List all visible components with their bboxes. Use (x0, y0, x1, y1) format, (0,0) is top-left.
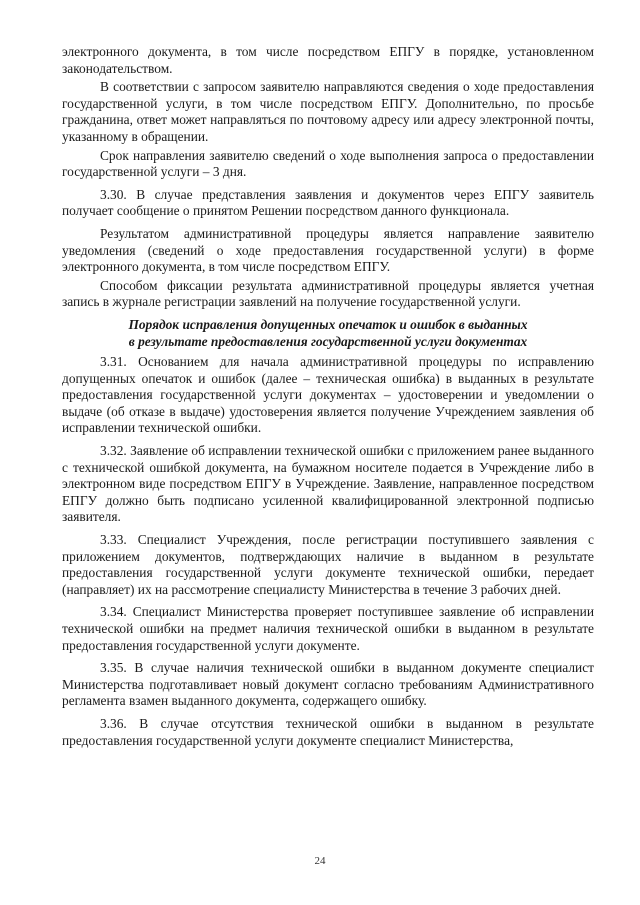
section-heading (62, 317, 594, 350)
paragraph: 3.33. Специалист Учреждения, после регистрации поступившего заявления с приложением документов, подтверждающих наличие в выданном в результате предоставления государственной услуги документе технической ошибки, передает (направляет) их на рассмотрение специалисту Министерства в течение 3 рабочих дней. (62, 532, 594, 597)
paragraph: Срок направления заявителю сведений о ходе выполнения запроса о предоставлении государственной услуги – 3 дня. (62, 147, 594, 180)
paragraph: 3.32. Заявление об исправлении технической ошибки с приложением ранее выданного с технической ошибкой документа, на бумажном носителе подается в Учреждение либо в электронном виде посредством ЕПГУ в Учреждение. Заявление, направленное посредством ЕПГУ должно быть подписано усиленной квалифицированной электронной подписью заявителя. (62, 443, 594, 525)
paragraph: 3.36. В случае отсутствия технической ошибки в выданном в результате предоставления государственной услуги документе специалист Министерства, (62, 715, 594, 748)
document-page (62, 44, 594, 755)
page-number: 24 (314, 855, 326, 867)
paragraph: электронного документа, в том числе посредством ЕПГУ в порядке, установленном законодательством. (62, 44, 594, 76)
paragraph: 3.30. В случае представления заявления и документов через ЕПГУ заявитель получает сообщение о принятом Решении посредством данного функционала. (62, 186, 594, 219)
paragraph: Способом фиксации результата административной процедуры является учетная запись в журнале регистрации заявлений на получение государственной услуги. (62, 277, 594, 310)
paragraph: 3.34. Специалист Министерства проверяет поступившее заявление об исправлении технической ошибки на предмет наличия технической ошибки в выданном в результате предоставления государственной услуги документе. (62, 604, 594, 653)
paragraph: В соответствии с запросом заявителю направляются сведения о ходе предоставления государственной услуги, в том числе посредством ЕПГУ. Дополнительно, по просьбе гражданина, ответ может направляться по почтовому адресу или адресу электронной почты, указанному в обращении. (62, 79, 594, 144)
section-heading-line: Порядок исправления допущенных опечаток и ошибок в выданных (128, 316, 528, 332)
paragraph: 3.35. В случае наличия технической ошибки в выданном документе специалист Министерства подготавливает новый документ согласно требованиям Административного регламента взамен выданного документа, содержащего ошибку. (62, 660, 594, 709)
paragraph: 3.31. Основанием для начала административной процедуры по исправлению допущенных опечаток и ошибок (далее – техническая ошибка) в выданных в результате предоставления государственной услуги документах – удостоверении и уведомлении о выдаче (об отказе в выдаче) удостоверения является получение Учреждением заявления об исправлении технической ошибки. (62, 354, 594, 436)
section-heading-line: в результате предоставления государственной услуги документах (128, 333, 528, 349)
paragraph: Результатом административной процедуры является направление заявителю уведомления (сведений о ходе предоставления государственной услуги) в форме электронного документа, в том числе посредством ЕПГУ. (62, 225, 594, 275)
